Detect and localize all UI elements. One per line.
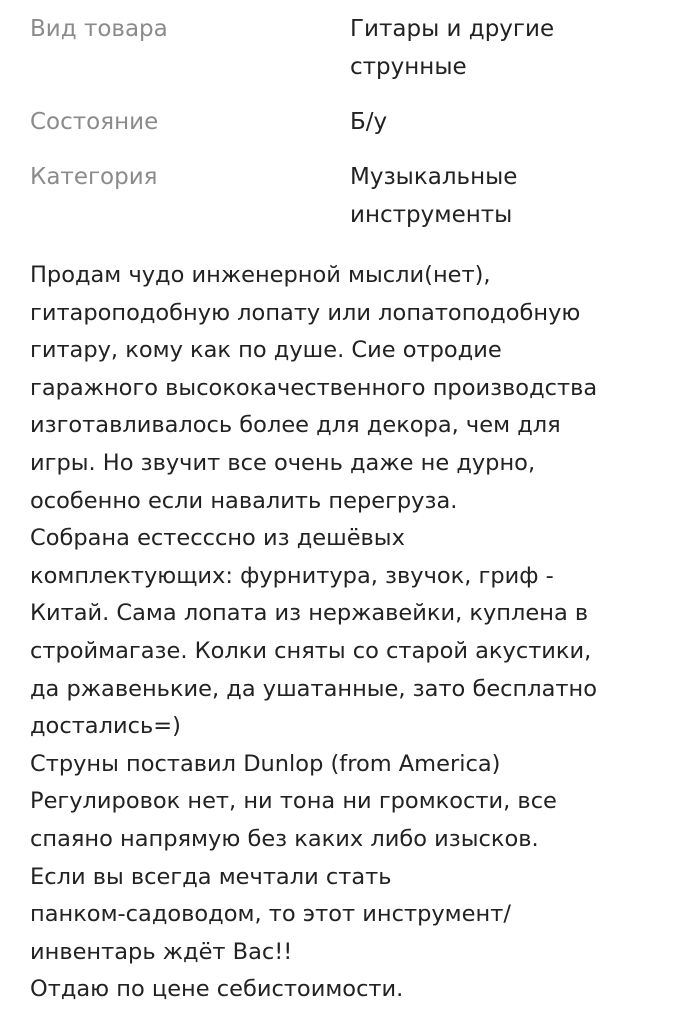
description-line: панком-садоводом, то этот инструмент/ <box>30 901 511 928</box>
description-line: комплектующих: фурнитура, звучок, гриф - <box>30 562 554 589</box>
description-line: Если вы всегда мечтали стать <box>30 863 392 890</box>
description-line: игры. Но звучит все очень даже не дурно, <box>30 449 536 476</box>
description-line: спаяно напрямую без каких либо изысков. <box>30 825 539 852</box>
attribute-label: Состояние <box>30 109 159 135</box>
description-line: Струны поставил Dunlop (from America) <box>30 750 501 777</box>
description-line: да ржавенькие, да ушатанные, зато бесплатно <box>30 675 598 702</box>
attribute-value: Музыкальные инструменты <box>350 164 518 228</box>
attribute-row-item-type <box>30 10 670 86</box>
description-line: строймагазе. Колки сняты со старой акустики, <box>30 637 592 664</box>
attribute-row-condition <box>30 103 670 141</box>
description-line: изготавливалось более для декора, чем для <box>30 412 561 439</box>
description-line: Китай. Сама лопата из нержавейки, куплена в <box>30 600 589 627</box>
listing-description <box>30 257 670 1009</box>
description-line: достались=) <box>30 713 181 740</box>
attribute-label: Вид товара <box>30 16 168 42</box>
attribute-row-category <box>30 158 670 234</box>
attribute-label: Категория <box>30 164 158 190</box>
description-line: гитароподобную лопату или лопатоподобную <box>30 299 581 326</box>
description-line: Отдаю по цене себистоимости. <box>30 976 404 1003</box>
description-line: Продам чудо инженерной мысли(нет), <box>30 262 491 288</box>
description-line: Собрана естесссно из дешёвых <box>30 525 405 552</box>
attribute-value: Б/у <box>350 109 388 135</box>
description-line: инвентарь ждёт Вас!! <box>30 938 293 965</box>
description-line: Регулировок нет, ни тона ни громкости, все <box>30 788 557 815</box>
description-line: особенно если навалить перегруза. <box>30 487 458 514</box>
description-line: гаражного высококачественного производства <box>30 374 598 401</box>
attribute-value: Гитары и другие струнные <box>350 16 555 80</box>
attributes-table <box>30 10 670 234</box>
description-line: гитару, кому как по душе. Сие отродие <box>30 337 502 364</box>
